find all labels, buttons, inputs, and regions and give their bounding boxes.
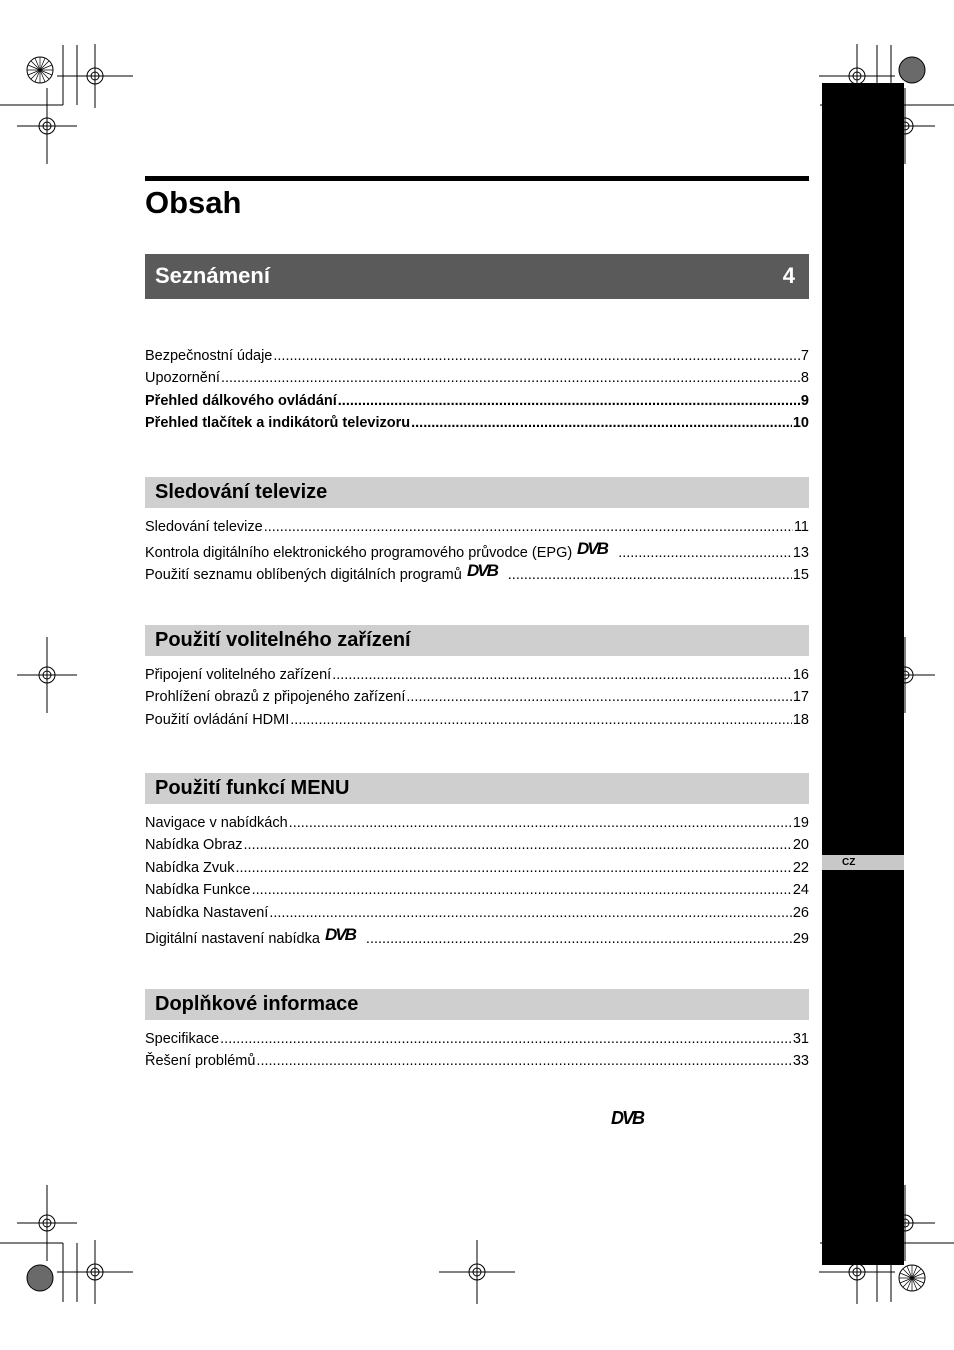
svg-text:DVB: DVB bbox=[577, 539, 608, 557]
toc-entry[interactable] bbox=[145, 346, 809, 366]
toc-entry-title: Nabídka Nastavení bbox=[145, 905, 269, 921]
toc-entry-page: 11 bbox=[793, 519, 809, 535]
dvb-icon bbox=[325, 925, 361, 943]
dot-leader bbox=[256, 1051, 791, 1071]
toc-entry-page: 24 bbox=[792, 882, 809, 898]
toc-entry[interactable] bbox=[145, 368, 809, 388]
toc-entry-page: 17 bbox=[792, 689, 809, 705]
dvb-icon bbox=[611, 1108, 649, 1128]
toc-entry-page: 9 bbox=[800, 393, 809, 409]
svg-text:DVB: DVB bbox=[324, 925, 355, 943]
section-header bbox=[145, 773, 809, 804]
toc-entry[interactable] bbox=[145, 835, 809, 855]
toc-entry-page: 22 bbox=[792, 860, 809, 876]
toc-entry-page: 20 bbox=[792, 837, 809, 853]
toc-entry[interactable] bbox=[145, 858, 809, 878]
toc-entry-page: 33 bbox=[792, 1053, 809, 1069]
toc-entry-page: 10 bbox=[792, 415, 809, 431]
toc-entry-page: 19 bbox=[792, 815, 809, 831]
toc-entry[interactable] bbox=[145, 710, 809, 730]
toc-entry[interactable] bbox=[145, 903, 809, 923]
dot-leader bbox=[220, 1029, 792, 1049]
dot-leader bbox=[508, 565, 792, 585]
toc-entry-title: Prohlížení obrazů z připojeného zařízení bbox=[145, 689, 406, 705]
toc-entry-title: Navigace v nabídkách bbox=[145, 815, 288, 831]
section-title: Sledování televize bbox=[155, 481, 328, 503]
toc-entry[interactable] bbox=[145, 1029, 809, 1049]
svg-text:DVB: DVB bbox=[611, 1108, 644, 1128]
toc-entry-title: Nabídka Zvuk bbox=[145, 860, 235, 876]
title-rule bbox=[145, 176, 809, 181]
toc-entry-title: Upozornění bbox=[145, 370, 220, 386]
toc-entry-page: 16 bbox=[792, 667, 809, 683]
dot-leader bbox=[273, 346, 800, 366]
toc-entry[interactable] bbox=[145, 413, 809, 433]
toc-entry[interactable] bbox=[145, 539, 809, 559]
dot-leader bbox=[289, 813, 792, 833]
toc-entry[interactable] bbox=[145, 391, 809, 411]
side-tab bbox=[822, 83, 904, 1265]
section-header bbox=[145, 625, 809, 656]
page-title: Obsah bbox=[145, 185, 242, 220]
dvb-icon bbox=[577, 539, 613, 557]
toc-entry-title: Nabídka Obraz bbox=[145, 837, 243, 853]
section-header-intro bbox=[145, 254, 809, 299]
dot-leader bbox=[290, 710, 792, 730]
dot-leader bbox=[618, 543, 792, 563]
toc-entry[interactable] bbox=[145, 813, 809, 833]
toc-entry-title: Bezpečnostní údaje bbox=[145, 348, 273, 364]
dot-leader bbox=[244, 835, 792, 855]
toc-entry-page: 8 bbox=[800, 370, 809, 386]
dot-leader bbox=[235, 858, 791, 878]
toc-entry-title: Kontrola digitálního elektronického programového průvodce (EPG) bbox=[145, 545, 573, 561]
section-title: Použití volitelného zařízení bbox=[155, 629, 411, 651]
dot-leader bbox=[221, 368, 800, 388]
dot-leader bbox=[264, 517, 793, 537]
language-tab-label: CZ bbox=[822, 855, 904, 870]
section-header bbox=[145, 477, 809, 508]
dot-leader bbox=[411, 413, 792, 433]
toc-entry[interactable] bbox=[145, 880, 809, 900]
dot-leader bbox=[332, 665, 792, 685]
toc-entry[interactable] bbox=[145, 1051, 809, 1071]
toc-entry-title: Digitální nastavení nabídka bbox=[145, 931, 320, 947]
section-title: Doplňkové informace bbox=[155, 993, 359, 1015]
toc-entry-page: 26 bbox=[792, 905, 809, 921]
toc-entry[interactable] bbox=[145, 925, 809, 945]
dot-leader bbox=[366, 929, 792, 949]
dvb-icon bbox=[467, 561, 503, 579]
toc-entry-page: 7 bbox=[800, 348, 809, 364]
toc-entry-title: Přehled dálkového ovládání bbox=[145, 393, 337, 409]
section-page-number: 4 bbox=[782, 263, 795, 288]
toc-entry-title: Použití ovládání HDMI bbox=[145, 712, 290, 728]
section-header bbox=[145, 989, 809, 1020]
toc-entry-title: Nabídka Funkce bbox=[145, 882, 251, 898]
section-title: Seznámení bbox=[155, 263, 270, 288]
toc-entry[interactable] bbox=[145, 687, 809, 707]
dot-leader bbox=[252, 880, 792, 900]
toc-entry[interactable] bbox=[145, 517, 809, 537]
toc-entry-title: Připojení volitelného zařízení bbox=[145, 667, 332, 683]
dot-leader bbox=[406, 687, 792, 707]
dot-leader bbox=[338, 391, 800, 411]
toc-entry-title: Řešení problémů bbox=[145, 1053, 256, 1069]
toc-entry[interactable] bbox=[145, 665, 809, 685]
section-title: Použití funkcí MENU bbox=[155, 777, 350, 799]
toc-entry-page: 29 bbox=[792, 931, 809, 947]
toc-entry-page: 13 bbox=[792, 545, 809, 561]
toc-entry[interactable] bbox=[145, 561, 809, 581]
toc-entry-title: Použití seznamu oblíbených digitálních programů bbox=[145, 567, 462, 583]
toc-entry-page: 15 bbox=[792, 567, 809, 583]
toc-entry-title: Sledování televize bbox=[145, 519, 263, 535]
dvb-footnote-logo bbox=[611, 1108, 649, 1133]
toc-entry-title: Specifikace bbox=[145, 1031, 220, 1047]
toc-entry-title: Přehled tlačítek a indikátorů televizoru bbox=[145, 415, 411, 431]
toc-entry-page: 18 bbox=[792, 712, 809, 728]
svg-text:DVB: DVB bbox=[466, 561, 497, 579]
toc-entry-page: 31 bbox=[792, 1031, 809, 1047]
dot-leader bbox=[269, 903, 792, 923]
